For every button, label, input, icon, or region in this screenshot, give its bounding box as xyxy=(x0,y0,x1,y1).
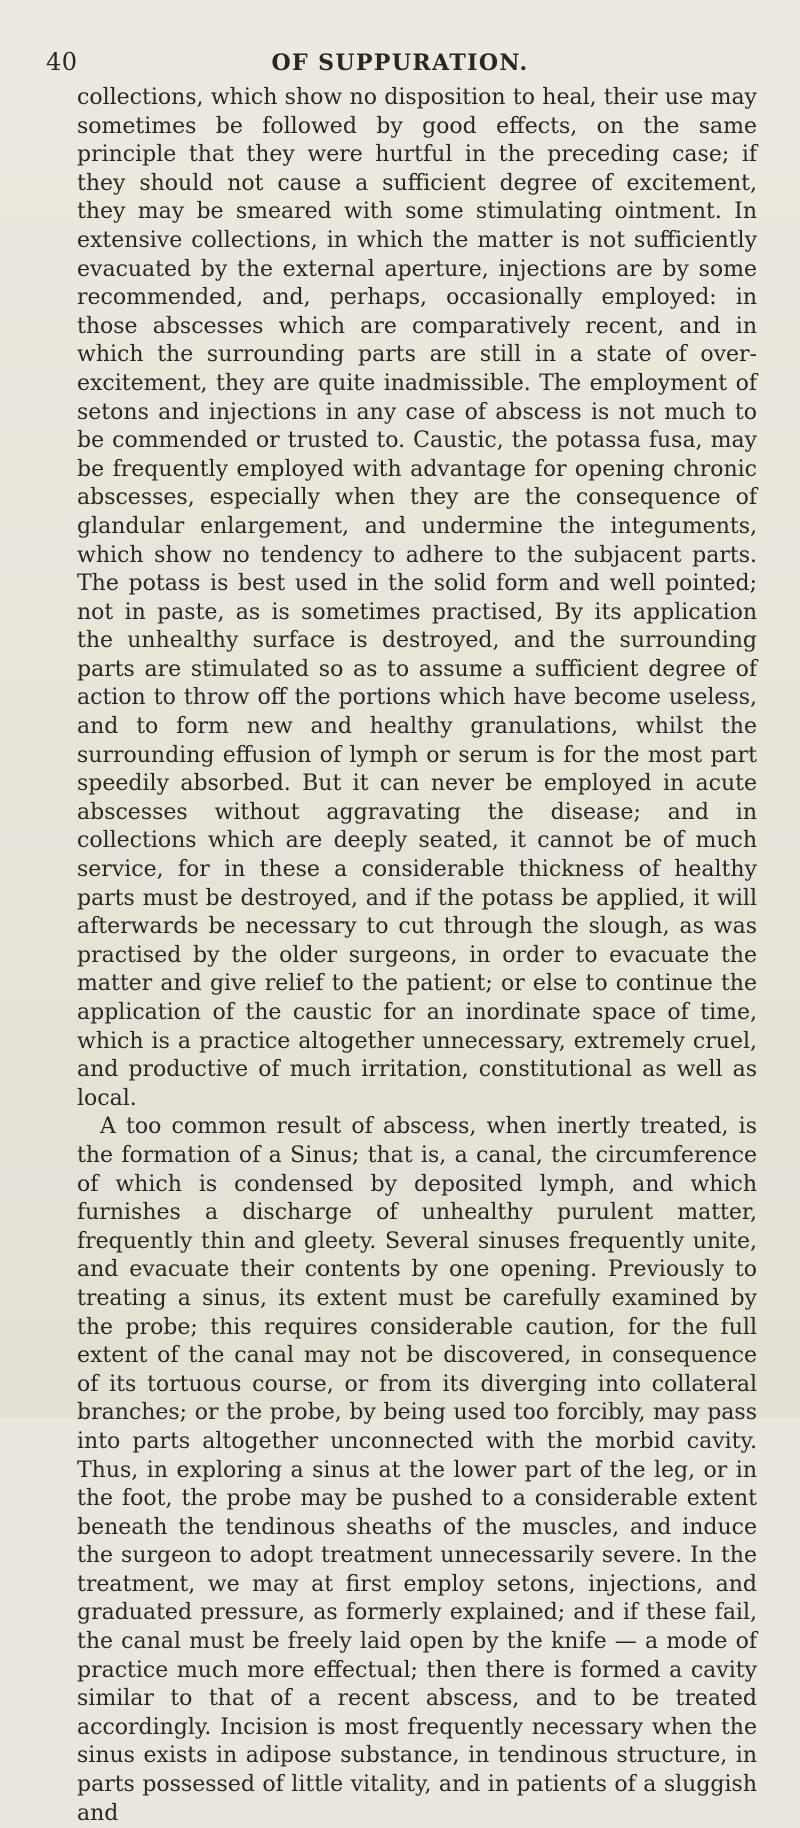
paragraph-1: collections, which show no disposition to heal, their use may sometimes be followed by good effects, on the same principle that they were hurtful in the preceding case; if they should not cause a sufficient degree of excitement, they may be smeared with some stimulating ointment. In extensive collections, in which the matter is not sufficiently evacuated by the external aperture, injections are by some recommended, and, perhaps, occasionally employed: in those abscesses which are comparatively recent, and in which the surrounding parts are still in a state of over-excitement, they are quite inadmissible. The employment of setons and injections in any case of abscess is not much to be commended or trusted to. Caustic, the potassa fusa, may be frequently employed with advantage for opening chronic abscesses, especially when they are the consequence of glandular enlargement, and undermine the integuments, which show no tendency to adhere to the subjacent parts. The potass is best used in the solid form and well pointed; not in paste, as is sometimes practised, By its application the unhealthy surface is destroyed, and the surrounding parts are stimulated so as to assume a sufficient degree of action to throw off the portions which have become useless, and to form new and healthy granulations, whilst the surrounding effusion of lymph or serum is for the most part speedily absorbed. But it can never be employed in acute abscesses without aggravating the disease; and in collections which are deeply seated, it cannot be of much service, for in these a considerable thickness of healthy parts must be destroyed, and if the potass be applied, it will afterwards be necessary to cut through the slough, as was practised by the older surgeons, in order to evacuate the matter and give relief to the patient; or else to continue the application of the caustic for an inordinate space of time, which is a practice altogether unnecessary, extremely cruel, and productive of much irritation, constitutional as well as local. xyxy=(77,85,757,1111)
page-header xyxy=(0,48,800,82)
page-number: 40 xyxy=(46,48,78,76)
paragraph-2: A too common result of abscess, when inertly treated, is the formation of a Sinus; that is, a canal, the circumference of which is condensed by deposited lymph, and which furnishes a discharge of unhealthy purulent matter, frequently thin and gleety. Several sinuses frequently unite, and evacuate their contents by one opening. Previously to treating a sinus, its extent must be carefully examined by the probe; this requires considerable caution, for the full extent of the canal may not be discovered, in consequence of its tortuous course, or from its diverging into collateral branches; or the probe, by being used too forcibly, may pass into parts altogether unconnected with the morbid cavity. Thus, in exploring a sinus at the lower part of the leg, or in the foot, the probe may be pushed to a considerable extent beneath the tendinous sheaths of the muscles, and induce the surgeon to adopt treatment unnecessarily severe. In the treatment, we may at first employ setons, injections, and graduated pressure, as formerly explained; and if these fail, the canal must be freely laid open by the knife — a mode of practice much more effectual; then there is formed a cavity similar to that of a recent abscess, and to be treated accordingly. Incision is most frequently necessary when the sinus exists in adipose substance, in tendinous structure, in parts possessed of little vitality, and in patients of a sluggish and xyxy=(77,1114,757,1826)
body-text xyxy=(77,84,757,1828)
running-title: OF SUPPURATION. xyxy=(271,50,529,76)
